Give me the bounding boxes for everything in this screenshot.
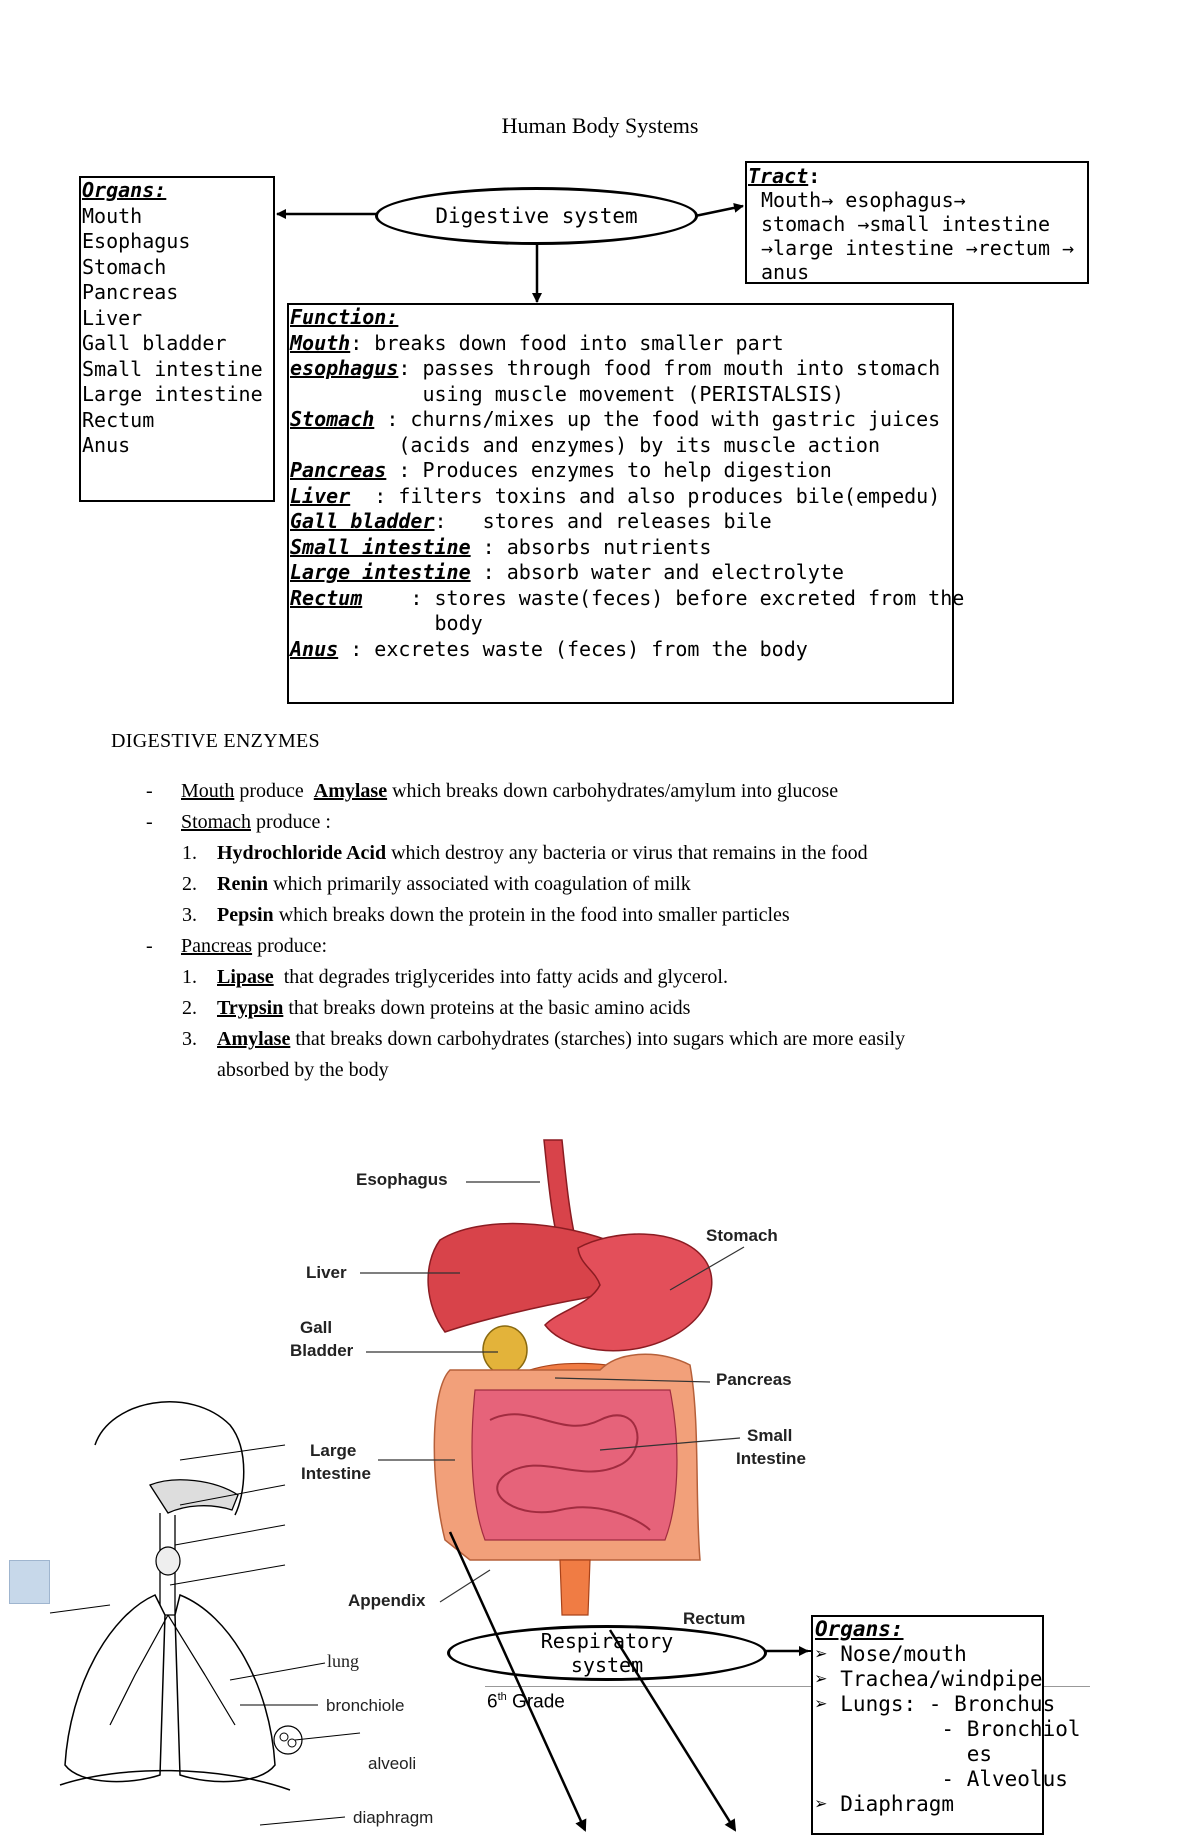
respiratory-organ-item: ➢ Nose/mouth	[815, 1642, 967, 1666]
label-intestine: Intestine	[301, 1464, 371, 1483]
label-small-intestine: Intestine	[736, 1449, 806, 1468]
label-bladder: Bladder	[290, 1341, 354, 1360]
organ-item: Pancreas	[82, 280, 179, 304]
organ-item: Large intestine	[82, 382, 263, 406]
function-line: Liver : filters toxins and also produces bile(empedu)	[290, 483, 941, 508]
respiratory-organ-item: ➢ Trachea/windpipe	[815, 1667, 1043, 1691]
respiratory-organ-item: ➢ Diaphragm	[815, 1792, 955, 1816]
function-line: (acids and enzymes) by its muscle action	[290, 432, 881, 457]
label-bronchiole: bronchiole	[326, 1696, 405, 1715]
function-line: using muscle movement (PERISTALSIS)	[290, 381, 844, 406]
organ-item: Anus	[82, 433, 131, 457]
function-line: Mouth: breaks down food into smaller part	[290, 330, 784, 355]
function-line: esophagus: passes through food from mouth into stomach	[290, 356, 941, 380]
organ-item: Stomach	[82, 254, 167, 279]
function-line: Gall bladder: stores and releases bile	[290, 509, 772, 533]
label-stomach: Stomach	[706, 1226, 778, 1245]
function-line: body	[290, 611, 483, 635]
function-line: Stomach : churns/mixes up the food with gastric juices	[290, 407, 941, 431]
enzymes-heading: DIGESTIVE ENZYMES	[111, 730, 320, 752]
tract-line: stomach →small intestine	[761, 212, 1050, 236]
respiratory-label-line2: system	[570, 1653, 644, 1677]
label-appendix: Appendix	[348, 1591, 426, 1610]
function-line: Rectum : stores waste(feces) before excreted from the	[290, 585, 965, 610]
function-line: Pancreas : Produces enzymes to help digestion	[290, 458, 832, 482]
tract-heading: Tract	[748, 164, 809, 188]
organ-item: Small intestine	[82, 356, 263, 381]
label-gall: Gall	[300, 1318, 333, 1337]
organ-item: Esophagus	[82, 229, 191, 253]
label-esophagus: Esophagus	[356, 1170, 448, 1189]
function-line: Anus : excretes waste (feces) from the body	[290, 636, 808, 661]
function-line: Large intestine : absorb water and electrolyte	[290, 560, 844, 584]
label-alveoli: alveoli	[368, 1754, 417, 1773]
digestive-tract-box: Tract: Mouth→ esophagus→ stomach →small intestine →large intestine →rectum → anus	[745, 161, 1089, 284]
tract-line: →large intestine →rectum →	[761, 236, 1075, 260]
respiratory-organ-item: ➢ Lungs: - Bronchus	[815, 1692, 1056, 1716]
respiratory-organs-box	[811, 1615, 1081, 1835]
label-diaphragm: diaphragm	[353, 1808, 434, 1827]
tract-line: anus	[761, 260, 810, 284]
label-liver: Liver	[306, 1263, 347, 1282]
respiratory-organ-item: - Alveolus	[815, 1767, 1068, 1791]
digestive-system-label: Digestive system	[435, 204, 638, 228]
organs-heading: Organs:	[82, 178, 167, 202]
enzyme-continuation: absorbed by the body	[217, 1059, 389, 1081]
organ-item: Liver	[82, 305, 143, 330]
tract-line: Mouth→ esophagus→	[761, 188, 966, 212]
organ-item: Gall bladder	[82, 331, 227, 355]
label-pancreas: Pancreas	[716, 1370, 792, 1389]
label-small: Small	[747, 1426, 793, 1445]
label-lung: lung	[327, 1651, 360, 1671]
footer-grade: 6th Grade	[487, 1691, 565, 1713]
respiratory-organ-item: - Bronchiol	[815, 1717, 1081, 1741]
function-line: Small intestine : absorbs nutrients	[290, 534, 712, 559]
function-heading: Function:	[290, 305, 399, 329]
document-title: Human Body Systems	[501, 113, 699, 138]
label-large: Large	[310, 1441, 357, 1460]
organ-item: Mouth	[82, 203, 143, 228]
organ-item: Rectum	[82, 407, 155, 432]
respiratory-organs-heading: Organs:	[815, 1617, 904, 1641]
respiratory-label-line1: Respiratory	[540, 1629, 674, 1653]
respiratory-organ-item: es	[815, 1742, 993, 1766]
label-rectum: Rectum	[683, 1609, 746, 1628]
